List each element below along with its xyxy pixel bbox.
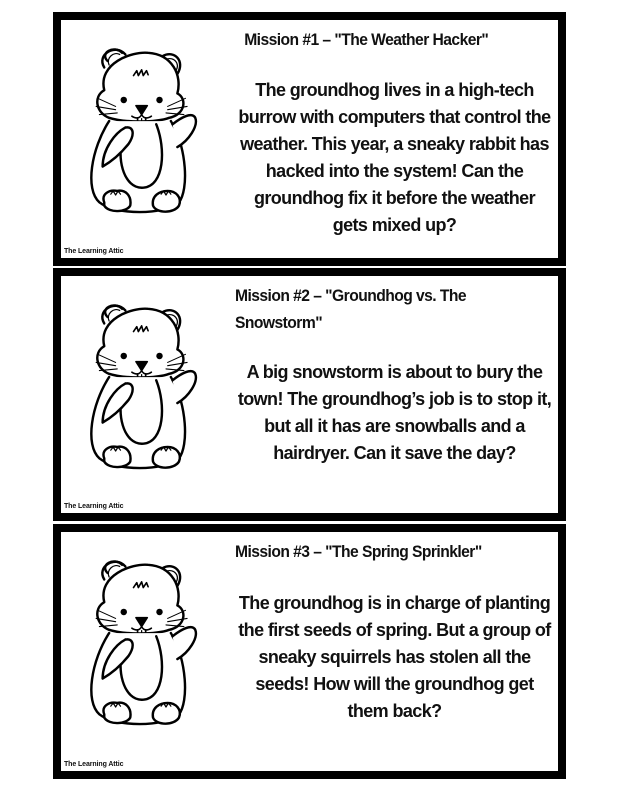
mission-title: Mission #1 – "The Weather Hacker"	[244, 30, 489, 49]
mission-body: A big snowstorm is about to bury the town! The groundhog’s job is to stop it, but all it has are snowballs and a hairdryer. Can it save the day?	[237, 362, 552, 463]
groundhog-icon	[75, 34, 205, 239]
mission-title: Mission #2 – "Groundhog vs. The Snowstorm"	[235, 286, 467, 332]
mission-title: Mission #3 – "The Spring Sprinkler"	[235, 542, 482, 561]
mission-body: The groundhog lives in a high-tech burrow with computers that control the weather. This year, a sneaky rabbit has hacked into the system! Can the groundhog fix it before the weather gets mixed up?	[238, 80, 551, 235]
credit-label: The Learning Attic	[64, 761, 124, 768]
mission-text	[235, 282, 554, 467]
groundhog-icon	[75, 546, 205, 751]
mission-card-3	[53, 524, 566, 779]
mission-card-2	[53, 268, 566, 521]
mission-body: The groundhog is in charge of planting the first seeds of spring. But a group of sneaky squirrels has stolen all the seeds! How will the groundhog get them back?	[238, 593, 551, 721]
mission-text	[235, 26, 554, 239]
mission-card-1	[53, 12, 566, 266]
credit-label: The Learning Attic	[64, 248, 124, 255]
mission-text	[235, 538, 554, 725]
groundhog-icon	[75, 290, 205, 495]
credit-label: The Learning Attic	[64, 503, 124, 510]
